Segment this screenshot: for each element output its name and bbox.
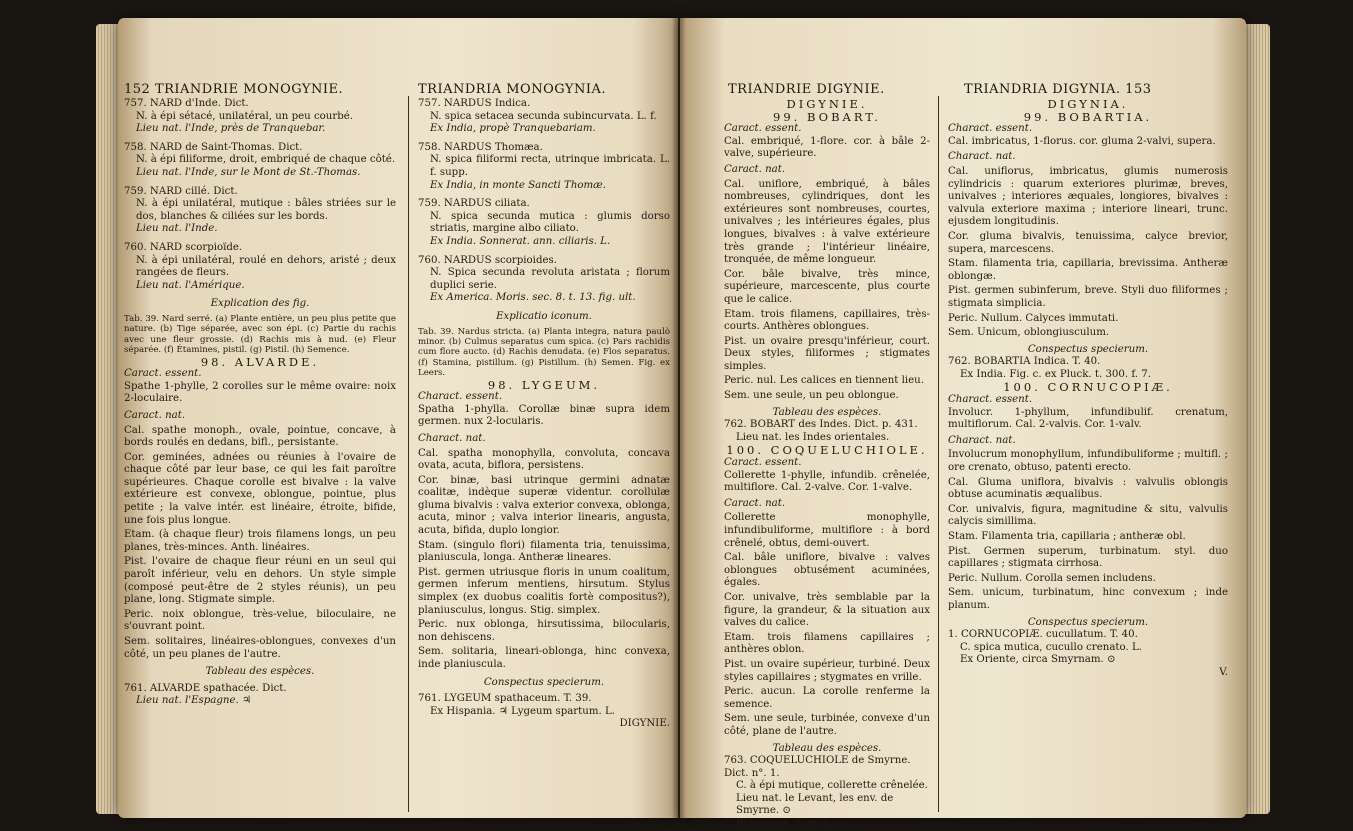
species-entry bbox=[418, 198, 670, 248]
species-entry bbox=[418, 98, 670, 136]
page-edges-left bbox=[96, 24, 120, 814]
species-name: 760. NARDUS scorpioides. bbox=[418, 254, 557, 266]
character-paragraph: Stam. (singulo flori) filamenta tria, tenuissima, planiuscula, longa. Antheræ lineares. bbox=[418, 539, 670, 564]
species-name: 759. NARD cillé. Dict. bbox=[124, 185, 238, 197]
species-description-2: C. à épi mutique, collerette crênelée. bbox=[736, 780, 928, 792]
species-locality: Ex India, propè Tranquebariam. bbox=[430, 123, 596, 135]
species-list-la bbox=[418, 98, 670, 305]
char-nat-label: Caract. nat. bbox=[124, 409, 186, 421]
character-paragraph: Collerette monophylle, infundibuliforme, multiflore : à bord crênelé, obtus, demi-ouvert. bbox=[724, 512, 930, 549]
species-description: N. à épi sétacé, unilatéral, un peu courbé. bbox=[136, 110, 354, 122]
conspectus-heading-2: Conspectus specierum. bbox=[1027, 616, 1149, 628]
species-locality: Lieu nat. l'Inde, près de Tranquebar. bbox=[136, 123, 326, 135]
species-locality: Ex India, in monte Sancti Thomæ. bbox=[430, 179, 606, 191]
page-edges-right bbox=[1244, 24, 1270, 814]
character-paragraph: Involucrum monophyllum, infundibuliforme ; multifl. ; ore crenato, obtuso, patenti erecto. bbox=[948, 449, 1228, 474]
section-heading-latin: DIGYNIA. bbox=[1047, 97, 1129, 111]
character-paragraph: Pist. un ovaire presqu'inférieur, court. Deux styles, filiformes ; stigmates simples. bbox=[724, 335, 930, 372]
species-entry: 761. ALVARDE spathacée. Dict. bbox=[124, 682, 287, 694]
genus-heading: 99. BOBART. bbox=[773, 109, 881, 124]
species-locality: Lieu nat. l'Inde, sur le Mont de St.-Thomas. bbox=[136, 166, 361, 178]
character-paragraph: Pist. germen utriusque floris in unum coalitum, germen inferum mentiens, hirsutum. Stylus simplex (ex duobus coalitis fortè compositus?), planiusculus, longus. Stig. simplex. bbox=[418, 566, 670, 616]
character-paragraph: Cor. binæ, basi utrinque germini adnatæ coalitæ, indèque superæ videntur. corollulæ gluma bivalvis : valva exterior convexa, oblonga, acuta, minor ; valva interior linearis, angusta, acuta, bifida, duplo longior. bbox=[418, 474, 670, 537]
charact-nat-list-2 bbox=[948, 449, 1228, 612]
left-french-column bbox=[124, 98, 396, 708]
character-paragraph: Cal. bâle uniflore, bivalve : valves oblongues obtusément acuminées, égales. bbox=[724, 552, 930, 589]
char-essent-label: Caract. essent. bbox=[724, 123, 802, 135]
species-entry bbox=[124, 186, 396, 236]
char-essent-text-2: Collerette 1-phylle, infundib. crênelée, multiflore. Cal. 2-valve. Cor. 1-valve. bbox=[724, 469, 930, 494]
species-description: N. spica filiformi recta, utrinque imbricata. L. f. supp. bbox=[430, 154, 670, 178]
running-head-left-latin: TRIANDRIA MONOGYNIA. bbox=[418, 82, 606, 97]
char-essent-label-2: Caract. essent. bbox=[724, 457, 802, 469]
character-paragraph: Etam. trois filamens, capillaires, très-courts. Anthères oblongues. bbox=[724, 308, 930, 333]
char-essent-text: Spathe 1-phylle, 2 corolles sur le même ovaire: noix 2-loculaire. bbox=[124, 380, 396, 405]
tableau-heading: Tableau des espèces. bbox=[205, 666, 315, 678]
charact-nat-list bbox=[948, 166, 1228, 340]
species-entry bbox=[124, 242, 396, 292]
species-locality: Ex America. Moris. sec. 8. t. 13. fig. ult. bbox=[430, 292, 636, 304]
species-locality: Lieu nat. l'Amérique. bbox=[136, 279, 245, 291]
species-description: N. à épi unilatéral, mutique : bâles striées sur le dos, blanches & ciliées sur les bords. bbox=[136, 198, 396, 222]
genus-heading: 98. ALVARDE. bbox=[200, 354, 320, 369]
explication-text: Tab. 39. Nard serré. (a) Plante entière, un peu plus petite que nature. (b) Tige séparée, avec son épi. (c) Partie du rachis avec une fleur grossie. (d) Rachis mis à nud. (e) Fleur séparée. (f) Étamines, pistil. (g) Pistil. (h) Semence. bbox=[124, 313, 396, 356]
signature-mark: Botanique. Tom. I. bbox=[736, 818, 831, 830]
species-description: N. Spica secunda revoluta aristata ; florum duplici serie. bbox=[430, 267, 670, 291]
species-description-latin-2: C. spica mutica, cucullo crenato. L. bbox=[960, 641, 1142, 653]
left-page bbox=[118, 18, 678, 818]
charact-essent-text-2: Involucr. 1-phyllum, infundibulif. crenatum, multiflorum. Cal. 2-valvis. Cor. 1-valv. bbox=[948, 406, 1228, 431]
species-description: N. spica setacea secunda subincurvata. L. f. bbox=[430, 110, 657, 122]
species-name: 758. NARDUS Thomæa. bbox=[418, 141, 543, 153]
species-entry-latin: 761. LYGEUM spathaceum. T. 39. bbox=[418, 693, 592, 705]
species-entry: 762. BOBART des Indes. Dict. p. 431. bbox=[724, 419, 918, 431]
species-description: N. spica secunda mutica : glumis dorso striatis, margine albo ciliato. bbox=[430, 210, 670, 235]
char-essent-text: Cal. embriqué, 1-flore. cor. à bâle 2-valve, supérieure. bbox=[724, 135, 930, 160]
character-paragraph: Pist. l'ovaire de chaque fleur réuni en un seul qui paroît inférieur, velu en dehors. Un style simple (composé peut-être de 2 styles réunis), un peu plane, long. Stigmate simple. bbox=[124, 556, 396, 606]
charact-essent-text: Spatha 1-phylla. Corollæ binæ supra idem germen. nux 2-locularis. bbox=[418, 403, 670, 428]
species-entry bbox=[124, 98, 396, 136]
character-paragraph: Peric. Nullum. Calyces immutati. bbox=[948, 312, 1119, 324]
character-paragraph: Etam. (à chaque fleur) trois filamens longs, un peu planes, très-minces. Anth. linéaires. bbox=[124, 529, 396, 553]
genus-heading-latin-2: 100. CORNUCOPIÆ. bbox=[1003, 380, 1173, 395]
species-name: 759. NARDUS ciliata. bbox=[418, 198, 530, 210]
species-locality-latin-2: Ex Oriente, circa Smyrnam. ⊙ bbox=[960, 654, 1116, 666]
character-paragraph: Cal. spathe monoph., ovale, pointue, concave, à bords roulés en dedans, bifl., persistante. bbox=[124, 424, 396, 449]
species-locality: Lieu nat. l'Inde. bbox=[136, 223, 218, 235]
charact-essent-label-2: Charact. essent. bbox=[948, 394, 1033, 406]
character-paragraph: Cor. bâle bivalve, très mince, supérieure, marcescente, plus courte que le calice. bbox=[724, 268, 930, 305]
character-paragraph: Peric. noix oblongue, très-velue, biloculaire, ne s'ouvrant point. bbox=[124, 608, 396, 633]
character-paragraph: Sem. unicum, turbinatum, hinc convexum ; inde planum. bbox=[948, 587, 1228, 611]
character-paragraph: Sem. Unicum, oblongiusculum. bbox=[948, 327, 1110, 339]
section-heading: DIGYNIE. bbox=[786, 97, 868, 111]
column-rule bbox=[938, 96, 939, 812]
species-description: N. à épi filiforme, droit, embriqué de chaque côté. bbox=[136, 154, 396, 166]
conspectus-heading: Conspectus specierum. bbox=[483, 676, 605, 688]
right-page bbox=[680, 18, 1246, 830]
character-paragraph: Pist. un ovaire supérieur, turbiné. Deux styles capillaires ; stygmates en vrille. bbox=[724, 658, 930, 683]
species-locality-latin: Ex Hispania. ♃ Lygeum spartum. L. bbox=[430, 705, 615, 717]
conspectus-heading: Conspectus specierum. bbox=[1027, 343, 1149, 355]
character-paragraph: Stam. filamenta tria, capillaria, brevissima. Antheræ oblongæ. bbox=[948, 258, 1228, 282]
species-locality: Lieu nat. l'Espagne. ♃ bbox=[136, 695, 252, 707]
char-nat-label: Caract. nat. bbox=[724, 163, 786, 175]
running-head-right: TRIANDRIA DIGYNIA. 153 bbox=[964, 82, 1152, 97]
species-name: 758. NARD de Saint-Thomas. Dict. bbox=[124, 141, 303, 153]
species-entry bbox=[124, 142, 396, 180]
char-nat-list bbox=[724, 179, 930, 403]
column-rule bbox=[408, 96, 409, 812]
character-paragraph: Cor. univalvis, figura, magnitudine & situ, valvulis calycis simillima. bbox=[948, 503, 1228, 528]
species-name: 760. NARD scorpioïde. bbox=[124, 241, 243, 253]
character-paragraph: Sem. solitaires, linéaires-oblongues, convexes d'un côté, un peu planes de l'autre. bbox=[124, 636, 396, 660]
explicatio-title: Explicatio iconum. bbox=[496, 310, 592, 322]
species-entry bbox=[418, 255, 670, 305]
character-paragraph: Peric. nul. Les calices en tiennent lieu. bbox=[724, 375, 924, 387]
species-description: N. à épi unilatéral, roulé en dehors, aristé ; deux rangées de fleurs. bbox=[136, 254, 396, 279]
species-name: 757. NARDUS Indica. bbox=[418, 98, 531, 109]
catchword: V. bbox=[1219, 666, 1228, 678]
charact-nat-label: Charact. nat. bbox=[948, 151, 1016, 163]
explication-title: Explication des fig. bbox=[210, 298, 310, 310]
character-paragraph: Peric. Nullum. Corolla semen includens. bbox=[948, 572, 1156, 584]
char-nat-list-2 bbox=[724, 512, 930, 738]
running-head-left: 152 TRIANDRIE MONOGYNIE. bbox=[124, 82, 344, 97]
character-paragraph: Cal. uniflore, embriqué, à bâles nombreuses, cylindriques, dont les extérieures sont nombreuses, courtes, univalves ; les intérieures égales, plus longues, bivalves : à valve extérieure très grande ; l'intérieur linéaire, tronquée, de même longueur. bbox=[724, 178, 930, 266]
species-locality-latin: Ex India. Fig. c. ex Pluck. t. 300. f. 7. bbox=[960, 368, 1151, 380]
book-gutter bbox=[672, 18, 686, 818]
left-latin-column bbox=[418, 98, 670, 731]
char-nat-label-2: Caract. nat. bbox=[724, 497, 786, 509]
charact-essent-label: Charact. essent. bbox=[948, 123, 1033, 135]
catchword: DIGYNIE. bbox=[619, 718, 670, 730]
charact-essent-label: Charact. essent. bbox=[418, 391, 503, 403]
species-entry-2: 763. COQUELUCHIOLE de Smyrne. Dict. n°. 1. bbox=[724, 755, 911, 779]
character-paragraph: Cor. univalve, très semblable par la figure, la grandeur, & la situation aux valves du calice. bbox=[724, 591, 930, 629]
char-nat-list bbox=[124, 425, 396, 662]
charact-essent-text: Cal. imbricatus, 1-florus. cor. gluma 2-valvi, supera. bbox=[948, 135, 1216, 147]
genus-heading-latin: 98. LYGEUM. bbox=[487, 377, 601, 392]
species-locality: Ex India. Sonnerat. ann. ciliaris. L. bbox=[430, 235, 611, 247]
char-essent-label: Caract. essent. bbox=[124, 368, 202, 380]
running-head-right-fr: TRIANDRIE DIGYNIE. bbox=[728, 82, 885, 97]
character-paragraph: Sem. solitaria, lineari-oblonga, hinc convexa, inde planiuscula. bbox=[418, 646, 670, 670]
genus-heading-latin: 99. BOBARTIA. bbox=[1023, 109, 1153, 124]
character-paragraph: Cor. gluma bivalvis, tenuissima, calyce brevior, supera, marcescens. bbox=[948, 230, 1228, 255]
species-entry-latin-2: 1. CORNUCOPIÆ. cucullatum. T. 40. bbox=[948, 629, 1138, 641]
character-paragraph: Sem. une seule, turbinée, convexe d'un côté, plane de l'autre. bbox=[724, 713, 930, 737]
character-paragraph: Pist. germen subinferum, breve. Styli duo filiformes ; stigmata simplicia. bbox=[948, 285, 1228, 309]
character-paragraph: Peric. aucun. La corolle renferme la semence. bbox=[724, 686, 930, 710]
species-entry-latin: 762. BOBARTIA Indica. T. 40. bbox=[948, 356, 1101, 368]
genus-heading-2: 100. COQUELUCHIOLE. bbox=[726, 443, 928, 458]
species-locality-2: Lieu nat. le Levant, les env. de Smyrne. ⊙ bbox=[736, 792, 894, 817]
character-paragraph: Cal. uniflorus, imbricatus, glumis numerosis cylindricis : quarum exteriores plurimæ, breves, univalves ; interiores æquales, longiores, bivalves : valvula exteriore maxima ; interiore lineari, trunc. ejusdem longitudinis. bbox=[948, 165, 1228, 228]
charact-nat-label-2: Charact. nat. bbox=[948, 434, 1016, 446]
right-latin-column bbox=[948, 98, 1228, 680]
charact-nat-list bbox=[418, 448, 670, 672]
character-paragraph: Pist. Germen superum, turbinatum. styl. duo capillares ; stigmata cirrhosa. bbox=[948, 545, 1228, 570]
character-paragraph: Cor. geminées, adnées ou réunies à l'ovaire de chaque côté par leur base, ce qui les fait paroître supérieures. Chaque corolle est bivalve : la valve extérieure est convexe, oblongue, pointue, plus petite ; la valve intér. est linéaire, étroite, bifide, une fois plus longue. bbox=[124, 451, 396, 526]
character-paragraph: Cal. Gluma uniflora, bivalvis : valvulis oblongis obtuse acuminatis æqualibus. bbox=[948, 476, 1228, 501]
species-list-fr bbox=[124, 98, 396, 292]
explicatio-text: Tab. 39. Nardus stricta. (a) Planta integra, natura paulò minor. (b) Culmus separatus cum spica. (c) Pars rachidis cum flore aucto. (d) Rachis denudata. (e) Flos separatus. (f) Stamina, pistillum. (g) Pistillum. (h) Semen. Fig. ex Leers. bbox=[418, 326, 670, 379]
species-locality: Lieu nat. les Indes orientales. bbox=[736, 431, 890, 443]
character-paragraph: Stam. Filamenta tria, capillaria ; antheræ obl. bbox=[948, 531, 1186, 542]
character-paragraph: Peric. nux oblonga, hirsutissima, bilocularis, non dehiscens. bbox=[418, 619, 670, 643]
right-french-column bbox=[724, 98, 930, 831]
species-name: 757. NARD d'Inde. Dict. bbox=[124, 98, 249, 109]
character-paragraph: Cal. spatha monophylla, convoluta, concava ovata, acuta, biflora, persistens. bbox=[418, 447, 670, 472]
character-paragraph: Etam. trois filamens capillaires ; anthères oblon. bbox=[724, 631, 930, 656]
species-entry bbox=[418, 142, 670, 192]
character-paragraph: Sem. une seule, un peu oblongue. bbox=[724, 390, 899, 402]
charact-nat-label: Charact. nat. bbox=[418, 432, 486, 444]
tableau-heading: Tableau des espèces. bbox=[772, 406, 882, 418]
tableau-heading-2: Tableau des espèces. bbox=[772, 742, 882, 754]
